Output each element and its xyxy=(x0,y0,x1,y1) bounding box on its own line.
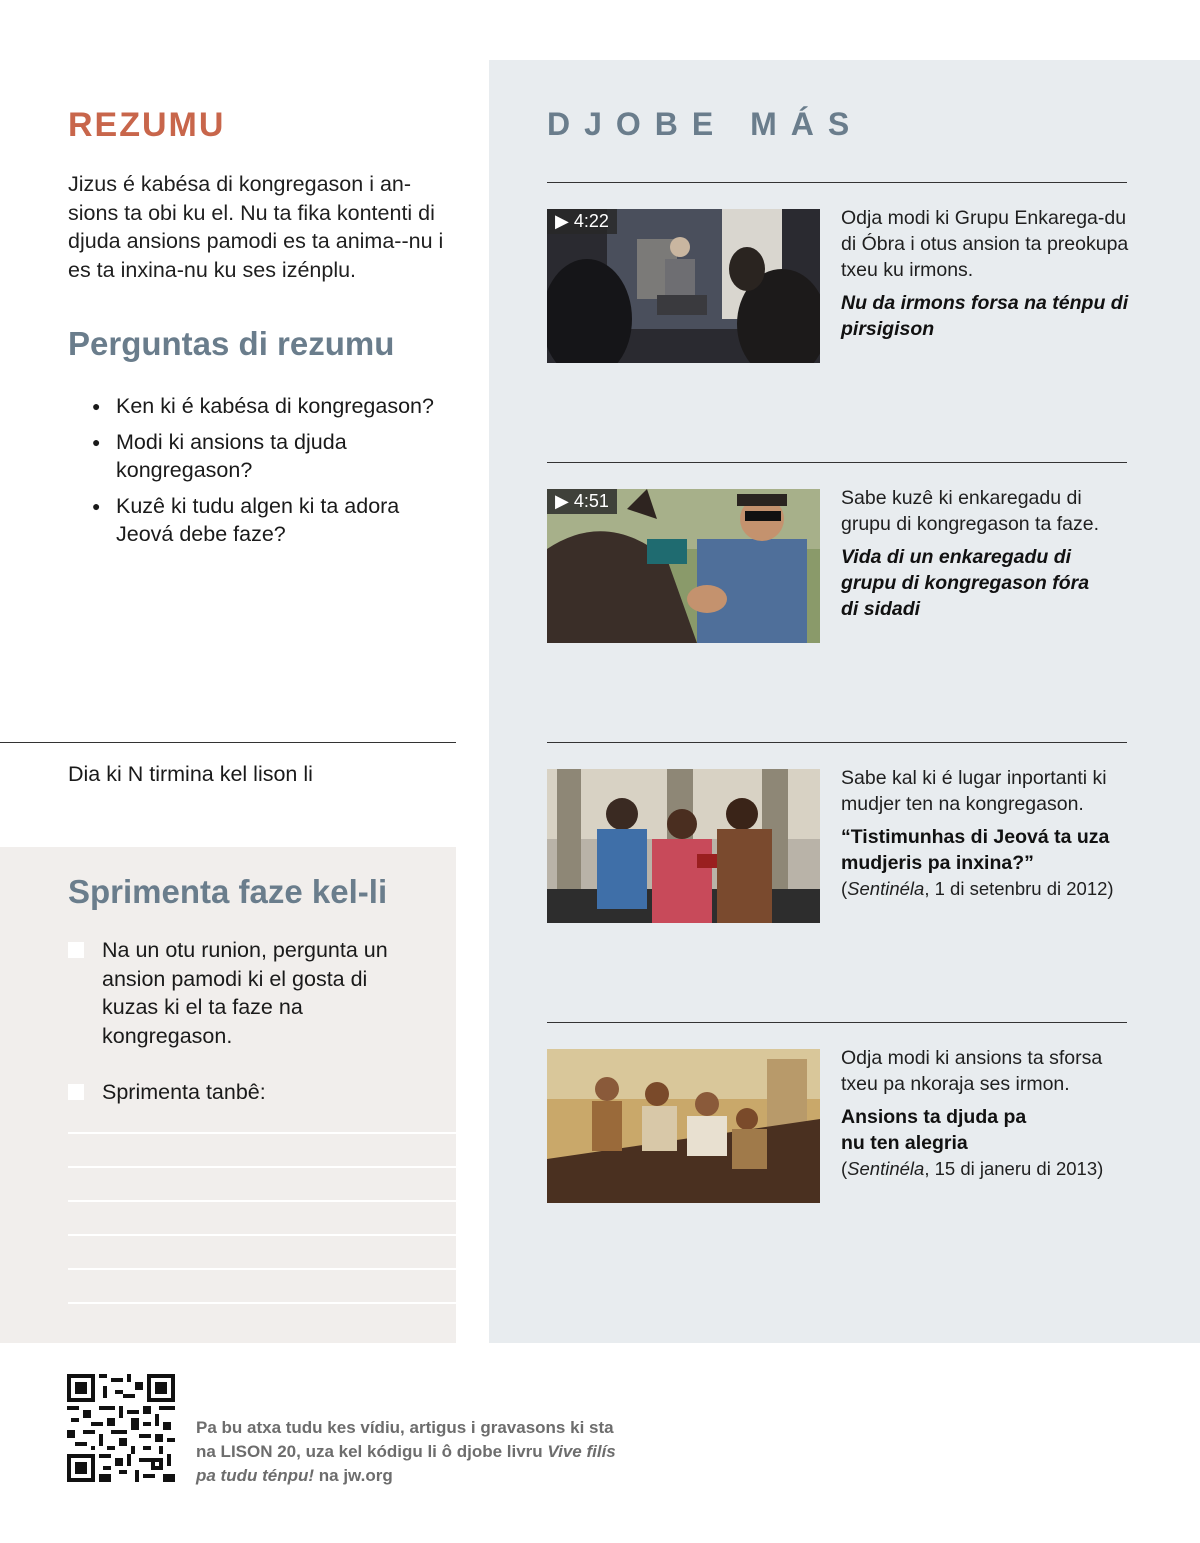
video-thumbnail[interactable] xyxy=(547,489,820,643)
play-icon: ▶ xyxy=(555,491,569,511)
try-it-heading: Sprimenta faze kel-li xyxy=(68,873,388,910)
item-source: (Sentinéla, 1 di setenbru di 2012) xyxy=(841,878,1114,899)
summary-heading: REZUMU xyxy=(68,106,226,144)
writing-line[interactable] xyxy=(68,1302,456,1304)
writing-line[interactable] xyxy=(68,1268,456,1270)
writing-line[interactable] xyxy=(68,1234,456,1236)
try-it-item xyxy=(68,1078,408,1107)
article-image[interactable] xyxy=(547,1049,820,1203)
divider xyxy=(547,462,1127,463)
article-image[interactable] xyxy=(547,769,820,923)
video-duration: ▶ 4:22 xyxy=(547,209,617,234)
question-item: ● Modi ki ansions ta djuda kongregason? xyxy=(92,428,462,485)
writing-line[interactable] xyxy=(68,1200,456,1202)
item-title[interactable]: Vida di un enkaregadu di grupu di kongregason fóra di sidadi xyxy=(841,546,1090,620)
divider xyxy=(0,742,456,743)
see-more-heading: DJOBE MÁS xyxy=(547,106,864,142)
try-it-panel xyxy=(0,847,456,1343)
video-duration: ▶ 4:51 xyxy=(547,489,617,514)
completion-date-label: Dia ki N tirmina kel lison li xyxy=(68,762,313,786)
item-description: Odja modi ki Grupu Enkarega-du di Óbra i otus ansion ta preokupa txeu ku irmons. xyxy=(841,207,1129,281)
footer-text: Pa bu atxa tudu kes vídiu, artigus i gravasons ki sta na LISON 20, uza kel kódigu li ô djobe livru Vive filís pa tudu ténpu! na jw.org xyxy=(196,1418,616,1485)
divider xyxy=(547,742,1127,743)
play-icon: ▶ xyxy=(555,211,569,231)
qr-code-icon[interactable] xyxy=(67,1374,175,1482)
video-thumbnail[interactable] xyxy=(547,209,820,363)
item-description: Odja modi ki ansions ta sforsa txeu pa nkoraja ses irmon. xyxy=(841,1047,1103,1095)
checkbox[interactable] xyxy=(68,942,84,958)
item-title[interactable]: Ansions ta djuda pa nu ten alegria xyxy=(841,1106,1027,1154)
try-it-item-text: Sprimenta tanbê: xyxy=(102,1080,266,1104)
item-description: Sabe kal ki é lugar inportanti ki mudjer ten na kongregason. xyxy=(841,767,1107,815)
summary-text: Jizus é kabésa di kongregason i an-sions ta obi ku el. Nu ta fika kontenti di djuda ansions pamodi es ta anima--nu i es ta inxina-nu ku ses izénplu. xyxy=(68,172,444,282)
item-title[interactable]: “Tistimunhas di Jeová ta uza mudjeris pa inxina?” xyxy=(841,826,1110,874)
questions-list xyxy=(92,392,462,556)
questions-heading: Perguntas di rezumu xyxy=(68,325,395,362)
try-it-item xyxy=(68,936,408,1050)
question-item: ● Ken ki é kabésa di kongregason? xyxy=(92,392,462,421)
item-source: (Sentinéla, 15 di janeru di 2013) xyxy=(841,1158,1104,1179)
divider xyxy=(547,182,1127,183)
divider xyxy=(547,1022,1127,1023)
question-item: ● Kuzê ki tudu algen ki ta adora Jeová debe faze? xyxy=(92,492,462,549)
checkbox[interactable] xyxy=(68,1084,84,1100)
try-it-item-text: Na un otu runion, pergunta un ansion pamodi ki el gosta di kuzas ki el ta faze na kongregason. xyxy=(102,938,388,1048)
writing-line[interactable] xyxy=(68,1132,456,1134)
item-title[interactable]: Nu da irmons forsa na ténpu di pirsigison xyxy=(841,292,1129,340)
writing-line[interactable] xyxy=(68,1166,456,1168)
item-description: Sabe kuzê ki enkaregadu di grupu di kongregason ta faze. xyxy=(841,487,1100,535)
